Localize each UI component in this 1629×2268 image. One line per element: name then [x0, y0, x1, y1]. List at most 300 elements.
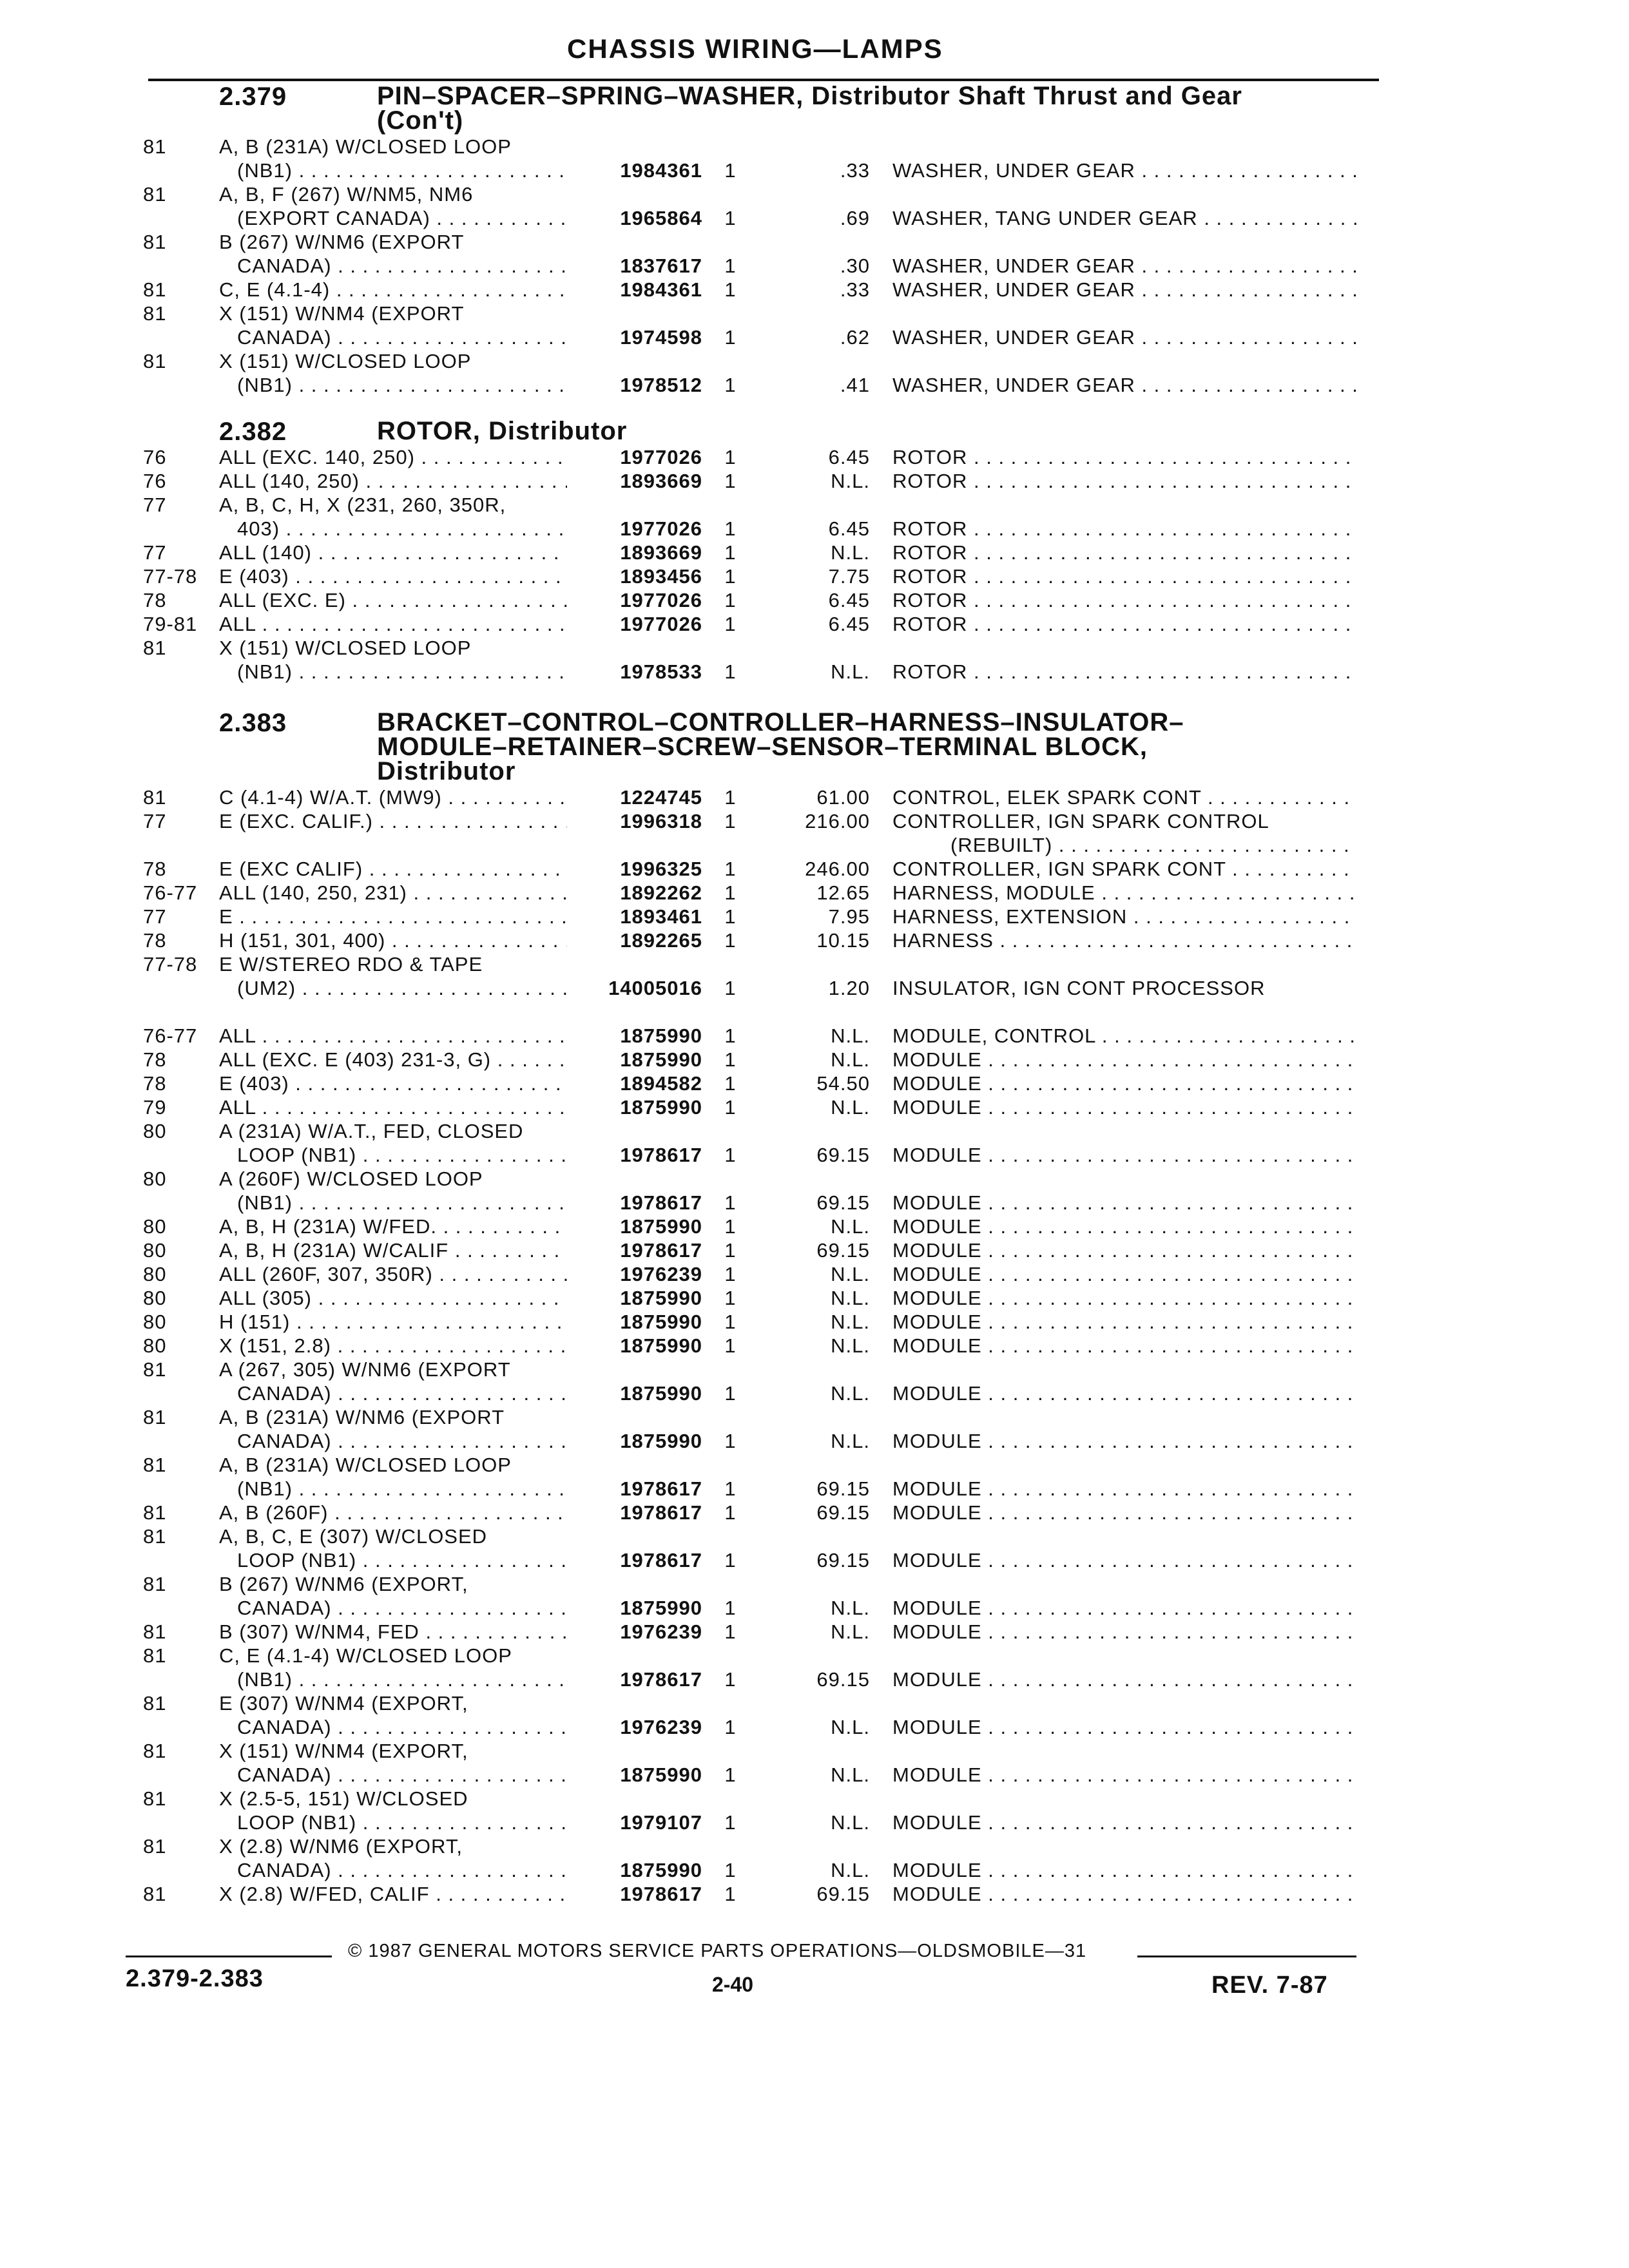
table-row-cont — [0, 374, 1629, 397]
table-row — [0, 1406, 1629, 1429]
application-desc: C, E (4.1-4) W/CLOSED LOOP — [219, 1644, 512, 1667]
model-year: 76 — [143, 470, 167, 492]
part-number: 1978617 — [620, 1239, 702, 1262]
model-year: 79-81 — [143, 613, 198, 635]
model-year: 81 — [143, 1644, 167, 1667]
table-row — [0, 1072, 1629, 1095]
footer-section-range: 2.379-2.383 — [126, 1965, 264, 1992]
price: N.L. — [831, 1763, 870, 1786]
part-name: WASHER, UNDER GEAR . . . — [892, 374, 1356, 397]
part-name: MODULE . . . — [892, 1311, 1356, 1334]
quantity: 1 — [724, 1311, 736, 1333]
quantity: 1 — [724, 1477, 736, 1500]
part-number: 1996325 — [620, 858, 702, 880]
table-row — [0, 810, 1629, 833]
application-desc: A, B (231A) W/CLOSED LOOP — [219, 1454, 512, 1476]
model-year: 80 — [143, 1334, 167, 1357]
quantity: 1 — [724, 1239, 736, 1262]
application-desc: E . . . — [219, 905, 567, 928]
quantity: 1 — [724, 1382, 736, 1405]
part-number: 1976239 — [620, 1716, 702, 1738]
model-year: 81 — [143, 1883, 167, 1905]
application-desc: B (267) W/NM6 (EXPORT, — [219, 1573, 468, 1595]
application-desc: ALL (EXC. 140, 250) . . . — [219, 446, 567, 469]
price: N.L. — [831, 541, 870, 564]
application-desc: X (2.8) W/FED, CALIF . . . — [219, 1883, 567, 1906]
application-desc: (UM2) . . . — [237, 977, 567, 1000]
table-row-cont — [0, 207, 1629, 230]
model-year: 81 — [143, 1525, 167, 1548]
part-number: 1837617 — [620, 255, 702, 277]
part-number: 1875990 — [620, 1048, 702, 1071]
table-row-cont — [0, 255, 1629, 278]
table-row — [0, 881, 1629, 905]
model-year: 78 — [143, 1072, 167, 1095]
part-name: MODULE . . . — [892, 1477, 1356, 1501]
application-desc: ALL (140, 250, 231) . . . — [219, 881, 567, 905]
model-year: 81 — [143, 350, 167, 372]
price: N.L. — [831, 1096, 870, 1119]
part-number: 1978617 — [620, 1501, 702, 1524]
application-desc: CANADA) . . . — [237, 255, 567, 278]
table-row-cont — [0, 1763, 1629, 1787]
quantity: 1 — [724, 1883, 736, 1905]
part-number: 1996318 — [620, 810, 702, 832]
table-row-cont — [0, 834, 1629, 857]
part-name: ROTOR . . . — [892, 660, 1356, 684]
price: 12.65 — [816, 881, 870, 904]
price: N.L. — [831, 1597, 870, 1619]
table-row — [0, 1024, 1629, 1048]
application-desc: E W/STEREO RDO & TAPE — [219, 953, 483, 975]
price: N.L. — [831, 1263, 870, 1285]
table-row — [0, 1168, 1629, 1191]
part-number: 1978617 — [620, 1883, 702, 1905]
quantity: 1 — [724, 374, 736, 396]
part-number: 1875990 — [620, 1287, 702, 1309]
part-name: MODULE . . . — [892, 1215, 1356, 1238]
part-name: MODULE . . . — [892, 1668, 1356, 1691]
model-year: 80 — [143, 1239, 167, 1262]
application-desc: ALL (260F, 307, 350R) . . . — [219, 1263, 567, 1286]
quantity: 1 — [724, 207, 736, 229]
price: N.L. — [831, 1334, 870, 1357]
table-row — [0, 1358, 1629, 1381]
model-year: 81 — [143, 786, 167, 809]
price: N.L. — [831, 1048, 870, 1071]
table-row — [0, 613, 1629, 636]
part-name: WASHER, UNDER GEAR . . . — [892, 255, 1356, 278]
part-number: 1977026 — [620, 446, 702, 468]
model-year: 78 — [143, 858, 167, 880]
part-name: MODULE . . . — [892, 1072, 1356, 1095]
table-row — [0, 929, 1629, 952]
price: 69.15 — [816, 1144, 870, 1166]
part-name: MODULE . . . — [892, 1620, 1356, 1644]
application-desc: CANADA) . . . — [237, 1716, 567, 1739]
table-row — [0, 350, 1629, 373]
quantity: 1 — [724, 786, 736, 809]
quantity: 1 — [724, 255, 736, 277]
part-name: MODULE . . . — [892, 1811, 1356, 1834]
price: N.L. — [831, 1859, 870, 1881]
table-row — [0, 953, 1629, 976]
table-row-cont — [0, 1477, 1629, 1501]
part-name: MODULE . . . — [892, 1382, 1356, 1405]
quantity: 1 — [724, 589, 736, 611]
quantity: 1 — [724, 1549, 736, 1571]
quantity: 1 — [724, 1716, 736, 1738]
price: 7.75 — [828, 565, 870, 588]
part-number: 1224745 — [620, 786, 702, 809]
table-row — [0, 541, 1629, 564]
table-row — [0, 1740, 1629, 1763]
application-desc: E (403) . . . — [219, 1072, 567, 1095]
application-desc: X (151) W/NM4 (EXPORT, — [219, 1740, 468, 1762]
table-row — [0, 470, 1629, 493]
application-desc: CANADA) . . . — [237, 1430, 567, 1453]
price: 10.15 — [816, 929, 870, 952]
price: .33 — [840, 278, 870, 301]
table-row — [0, 1644, 1629, 1667]
part-number: 1875990 — [620, 1430, 702, 1452]
model-year: 81 — [143, 1620, 167, 1643]
part-name: MODULE . . . — [892, 1239, 1356, 1262]
section-title-line: BRACKET–CONTROL–CONTROLLER–HARNESS–INSULATOR– — [377, 708, 1184, 736]
footer-revision: REV. 7-87 — [1211, 1972, 1328, 1999]
quantity: 1 — [724, 1215, 736, 1238]
price: 69.15 — [816, 1549, 870, 1571]
table-row — [0, 183, 1629, 206]
application-desc: X (151) W/CLOSED LOOP — [219, 350, 472, 372]
part-name: MODULE . . . — [892, 1144, 1356, 1167]
model-year: 80 — [143, 1215, 167, 1238]
part-number: 1875990 — [620, 1597, 702, 1619]
part-number: 1893456 — [620, 565, 702, 588]
model-year: 81 — [143, 183, 167, 206]
part-number: 1875990 — [620, 1334, 702, 1357]
model-year: 76-77 — [143, 881, 198, 904]
application-desc: ALL . . . — [219, 1096, 567, 1119]
application-desc: ALL (EXC. E (403) 231-3, G) . . . — [219, 1048, 567, 1072]
price: .69 — [840, 207, 870, 229]
price: 6.45 — [828, 613, 870, 635]
application-desc: H (151) . . . — [219, 1311, 567, 1334]
quantity: 1 — [724, 1024, 736, 1047]
model-year: 78 — [143, 929, 167, 952]
part-name: MODULE . . . — [892, 1597, 1356, 1620]
application-desc: CANADA) . . . — [237, 326, 567, 349]
price: .33 — [840, 159, 870, 182]
application-desc: E (403) . . . — [219, 565, 567, 588]
application-desc: ALL (EXC. E) . . . — [219, 589, 567, 612]
table-row — [0, 1311, 1629, 1334]
model-year: 77 — [143, 810, 167, 832]
quantity: 1 — [724, 1620, 736, 1643]
part-name: MODULE . . . — [892, 1430, 1356, 1453]
table-row — [0, 1787, 1629, 1811]
application-desc: ALL . . . — [219, 1024, 567, 1048]
footer-rule-right — [1137, 1956, 1356, 1957]
section-title — [377, 84, 1242, 133]
price: N.L. — [831, 660, 870, 683]
part-name: MODULE . . . — [892, 1501, 1356, 1524]
application-desc: (NB1) . . . — [237, 1668, 567, 1691]
price: 61.00 — [816, 786, 870, 809]
price: N.L. — [831, 1430, 870, 1452]
section-title — [377, 710, 1184, 783]
table-row-cont — [0, 1430, 1629, 1453]
quantity: 1 — [724, 1287, 736, 1309]
section-number: 2.379 — [219, 82, 287, 111]
table-row — [0, 1263, 1629, 1286]
section-title-line: Distributor — [377, 757, 516, 785]
quantity: 1 — [724, 881, 736, 904]
part-number: 1965864 — [620, 207, 702, 229]
application-desc: CANADA) . . . — [237, 1382, 567, 1405]
table-row — [0, 858, 1629, 881]
price: 69.15 — [816, 1668, 870, 1691]
part-name: HARNESS, EXTENSION . . . — [892, 905, 1356, 928]
quantity: 1 — [724, 565, 736, 588]
model-year: 76 — [143, 446, 167, 468]
quantity: 1 — [724, 810, 736, 832]
quantity: 1 — [724, 1501, 736, 1524]
model-year: 79 — [143, 1096, 167, 1119]
part-name: MODULE . . . — [892, 1287, 1356, 1310]
table-row — [0, 135, 1629, 159]
model-year: 78 — [143, 589, 167, 611]
application-desc: (NB1) . . . — [237, 1191, 567, 1215]
model-year: 77 — [143, 494, 167, 516]
model-year: 77 — [143, 541, 167, 564]
price: .30 — [840, 255, 870, 277]
application-desc: (NB1) . . . — [237, 159, 567, 182]
price: N.L. — [831, 1024, 870, 1047]
part-name: INSULATOR, IGN CONT PROCESSOR — [892, 977, 1266, 999]
part-number: 1892265 — [620, 929, 702, 952]
model-year: 77 — [143, 905, 167, 928]
model-year: 77-78 — [143, 565, 198, 588]
part-number: 14005016 — [608, 977, 702, 999]
part-name: HARNESS, MODULE . . . — [892, 881, 1356, 905]
table-row-cont — [0, 1716, 1629, 1739]
price: N.L. — [831, 1311, 870, 1333]
application-desc: C, E (4.1-4) . . . — [219, 278, 567, 302]
table-row — [0, 1120, 1629, 1143]
price: 7.95 — [828, 905, 870, 928]
table-row — [0, 565, 1629, 588]
part-number: 1893669 — [620, 541, 702, 564]
table-row-cont — [0, 1668, 1629, 1691]
application-desc: CANADA) . . . — [237, 1763, 567, 1787]
part-name: WASHER, UNDER GEAR . . . — [892, 159, 1356, 182]
table-row — [0, 905, 1629, 928]
price: 69.15 — [816, 1191, 870, 1214]
application-desc: A, B, C, E (307) W/CLOSED — [219, 1525, 488, 1548]
application-desc: LOOP (NB1) . . . — [237, 1811, 567, 1834]
table-row — [0, 589, 1629, 612]
model-year: 81 — [143, 1573, 167, 1595]
application-desc: X (151, 2.8) . . . — [219, 1334, 567, 1358]
quantity: 1 — [724, 1811, 736, 1834]
application-desc: A, B, H (231A) W/CALIF . . . — [219, 1239, 567, 1262]
application-desc: X (2.8) W/NM6 (EXPORT, — [219, 1835, 463, 1858]
application-desc: B (307) W/NM4, FED . . . — [219, 1620, 567, 1644]
part-number: 1978533 — [620, 660, 702, 683]
part-number: 1875990 — [620, 1382, 702, 1405]
application-desc: LOOP (NB1) . . . — [237, 1549, 567, 1572]
table-row-cont — [0, 1144, 1629, 1167]
table-row — [0, 494, 1629, 517]
price: 69.15 — [816, 1239, 870, 1262]
part-name: CONTROLLER, IGN SPARK CONT . . . — [892, 858, 1356, 881]
table-row — [0, 1287, 1629, 1310]
application-desc: LOOP (NB1) . . . — [237, 1144, 567, 1167]
price: 6.45 — [828, 517, 870, 540]
page-header — [148, 34, 1379, 81]
table-row-cont — [0, 159, 1629, 182]
price: N.L. — [831, 1215, 870, 1238]
part-name: MODULE, CONTROL . . . — [892, 1024, 1356, 1048]
price: 69.15 — [816, 1477, 870, 1500]
quantity: 1 — [724, 1430, 736, 1452]
table-row — [0, 1454, 1629, 1477]
table-row-cont — [0, 1191, 1629, 1215]
quantity: 1 — [724, 517, 736, 540]
application-desc: E (EXC CALIF) . . . — [219, 858, 567, 881]
model-year: 76-77 — [143, 1024, 198, 1047]
quantity: 1 — [724, 905, 736, 928]
quantity: 1 — [724, 1859, 736, 1881]
model-year: 81 — [143, 302, 167, 325]
part-name: (REBUILT) . . . — [950, 834, 1356, 857]
model-year: 81 — [143, 1692, 167, 1715]
part-number: 1977026 — [620, 613, 702, 635]
part-number: 1978617 — [620, 1144, 702, 1166]
quantity: 1 — [724, 1072, 736, 1095]
quantity: 1 — [724, 1334, 736, 1357]
quantity: 1 — [724, 977, 736, 999]
page-title: CHASSIS WIRING—LAMPS — [567, 34, 943, 64]
table-row — [0, 1501, 1629, 1524]
application-desc: ALL (140) . . . — [219, 541, 567, 564]
part-name: MODULE . . . — [892, 1334, 1356, 1358]
price: 6.45 — [828, 589, 870, 611]
application-desc: A, B, C, H, X (231, 260, 350R, — [219, 494, 506, 516]
table-row — [0, 1215, 1629, 1238]
model-year: 81 — [143, 1454, 167, 1476]
table-row-cont — [0, 1597, 1629, 1620]
quantity: 1 — [724, 446, 736, 468]
part-name: MODULE . . . — [892, 1549, 1356, 1572]
part-number: 1976239 — [620, 1620, 702, 1643]
application-desc: X (151) W/NM4 (EXPORT — [219, 302, 465, 325]
part-name: MODULE . . . — [892, 1859, 1356, 1882]
application-desc: ALL (140, 250) . . . — [219, 470, 567, 493]
part-number: 1893669 — [620, 470, 702, 492]
application-desc: CANADA) . . . — [237, 1597, 567, 1620]
quantity: 1 — [724, 858, 736, 880]
application-desc: X (151) W/CLOSED LOOP — [219, 637, 472, 659]
price: 69.15 — [816, 1883, 870, 1905]
price: 1.20 — [828, 977, 870, 999]
application-desc: A, B (231A) W/CLOSED LOOP — [219, 135, 512, 158]
part-number: 1875990 — [620, 1763, 702, 1786]
part-name: WASHER, UNDER GEAR . . . — [892, 278, 1356, 302]
part-number: 1875990 — [620, 1024, 702, 1047]
part-number: 1875990 — [620, 1096, 702, 1119]
part-name: MODULE . . . — [892, 1883, 1356, 1906]
application-desc: (NB1) . . . — [237, 1477, 567, 1501]
price: N.L. — [831, 470, 870, 492]
part-number: 1978617 — [620, 1668, 702, 1691]
price: .41 — [840, 374, 870, 396]
price: 246.00 — [805, 858, 870, 880]
section-title-line: MODULE–RETAINER–SCREW–SENSOR–TERMINAL BLOCK, — [377, 733, 1148, 761]
part-name: WASHER, TANG UNDER GEAR . . . — [892, 207, 1356, 230]
quantity: 1 — [724, 1096, 736, 1119]
footer-rule-left — [126, 1956, 332, 1957]
table-row-cont — [0, 326, 1629, 349]
table-row-cont — [0, 1859, 1629, 1882]
table-row — [0, 1835, 1629, 1858]
part-name: MODULE . . . — [892, 1048, 1356, 1072]
part-number: 1979107 — [620, 1811, 702, 1834]
quantity: 1 — [724, 929, 736, 952]
quantity: 1 — [724, 1597, 736, 1619]
application-desc: E (307) W/NM4 (EXPORT, — [219, 1692, 468, 1715]
model-year: 81 — [143, 1835, 167, 1858]
model-year: 81 — [143, 637, 167, 659]
table-row — [0, 637, 1629, 660]
table-row — [0, 1239, 1629, 1262]
price: N.L. — [831, 1287, 870, 1309]
part-number: 1984361 — [620, 159, 702, 182]
table-row — [0, 1883, 1629, 1906]
application-desc: A, B, F (267) W/NM5, NM6 — [219, 183, 474, 206]
application-desc: 403) . . . — [237, 517, 567, 541]
quantity: 1 — [724, 1144, 736, 1166]
section-title-line: ROTOR, Distributor — [377, 417, 628, 445]
model-year: 78 — [143, 1048, 167, 1071]
price: N.L. — [831, 1382, 870, 1405]
model-year: 80 — [143, 1263, 167, 1285]
application-desc: A, B, H (231A) W/FED. . . . — [219, 1215, 567, 1238]
application-desc: H (151, 301, 400) . . . — [219, 929, 567, 952]
application-desc: (NB1) . . . — [237, 660, 567, 684]
table-row — [0, 786, 1629, 809]
table-row-cont — [0, 1382, 1629, 1405]
table-row — [0, 1096, 1629, 1119]
part-number: 1875990 — [620, 1311, 702, 1333]
table-row — [0, 1573, 1629, 1596]
application-desc: CANADA) . . . — [237, 1859, 567, 1882]
price: N.L. — [831, 1716, 870, 1738]
application-desc: B (267) W/NM6 (EXPORT — [219, 231, 465, 253]
part-name: ROTOR . . . — [892, 517, 1356, 541]
quantity: 1 — [724, 470, 736, 492]
part-number: 1977026 — [620, 589, 702, 611]
table-row — [0, 1048, 1629, 1072]
table-row-cont — [0, 1549, 1629, 1572]
model-year: 80 — [143, 1168, 167, 1190]
part-name: MODULE . . . — [892, 1263, 1356, 1286]
application-desc: ALL (305) . . . — [219, 1287, 567, 1310]
table-row — [0, 278, 1629, 302]
application-desc: ALL . . . — [219, 613, 567, 636]
quantity: 1 — [724, 1763, 736, 1786]
